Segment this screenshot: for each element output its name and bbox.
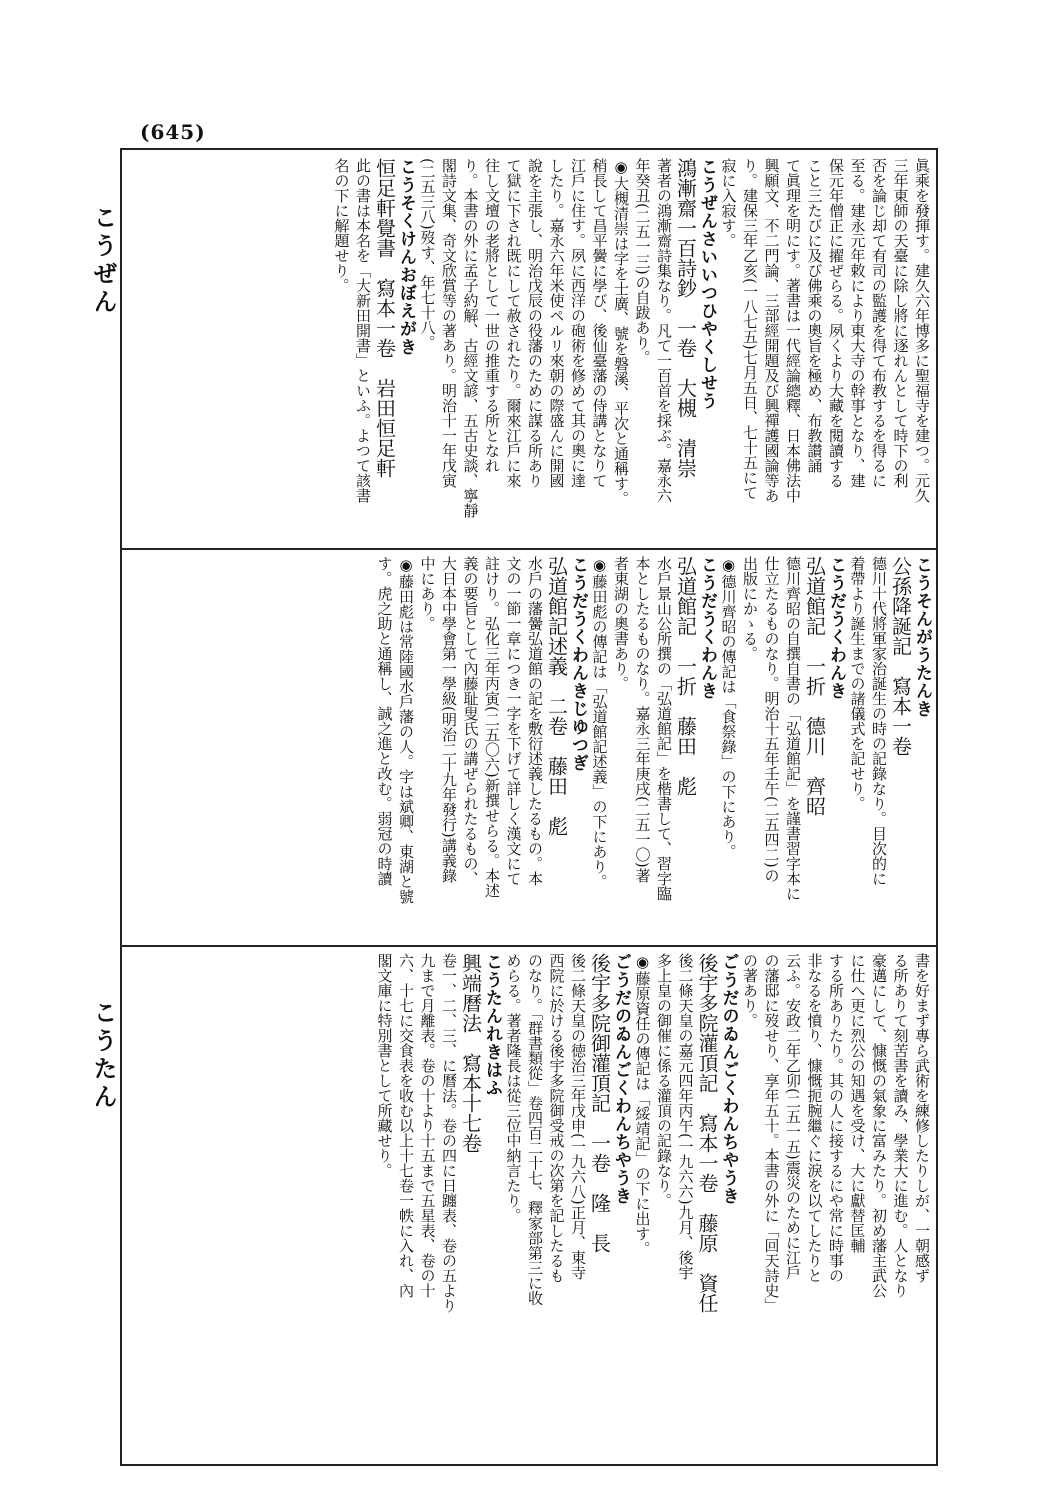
text-column: 中にあり。 [418,556,437,631]
band-divider [120,548,938,550]
text-column: 此の書は本名を「大新田開書」といふ。よつて該書 [354,158,372,503]
text-column: 出版にかゝる。 [741,556,759,661]
text-column: 三年東師の天臺に除し將に逐れんとして時下の利 [891,158,910,488]
text-column: ◉藤田彪は常陸國水戶藩の人。字は斌卿、東湖と號 [397,556,415,904]
text-column: ◉藤田彪の傳記は「弘道館記述義」の下にあり。 [590,556,609,889]
text-column: 名の下に解題せり。 [332,158,351,293]
text-column: る所ありて刻苦書を讀み、學業大に進む。人となり [891,953,910,1298]
text-column: 年癸丑(二五一三)の自跋あり。 [633,158,652,365]
text-column: 往し文壇の老將として一世の推重する所となれ [483,158,501,473]
text-column: 文の一節一章につき一字を下げて詳しく漢文にて [504,556,523,886]
text-column: 著者の鴻漸齋詩集なり。凡て一百首を採ぶ。嘉永六 [655,158,673,503]
text-column: 大日本中學會第一學級(明治二十九年發行)講義錄 [440,556,458,883]
text-column: 閣文庫に特別書として所藏せり。 [375,953,394,1178]
text-column: 非なるを憤り、慷慨扼腕繼ぐに淚を以てしたりと [805,953,824,1283]
text-column: する所ありたり。其の人に接するにや常に時事の [827,953,845,1283]
entry-reading: こうたんれきはふ [482,953,502,1097]
entry-title: 後宇多院灌頂記 寫本一卷 藤原 資任 [695,953,719,1313]
text-column: の著あり。 [741,953,759,1028]
text-column: 德川十代將軍家治誕生の時の記錄なり。目次的に [870,556,888,886]
entry-reading: こうだうくわんきじゆつぎ [568,556,588,772]
text-column: ◉德川齊昭の傳記は「食祭錄」の下にあり。 [719,556,738,859]
entry-title: 弘道館記述義 二卷 藤田 彪 [544,556,569,836]
text-column: 寂に入寂す。 [719,158,738,248]
text-column: 西院に於ける後宇多院御受戒の次第を記したるも [547,953,566,1283]
text-column: 卷一、二、三、に曆法。卷の四に日躔表、卷の五より [440,953,458,1313]
text-column: 眞乘を發揮す。建久六年博多に聖福寺を建つ。元久 [913,158,931,503]
text-column: 稍長して昌平黌に學び、後仙臺藩の侍講となりて [590,158,609,488]
entry-title: 興端曆法 寫本十七卷 [458,953,483,1153]
text-column: 後二條天皇の徳治三年戊申(一九六八)正月、東寺 [569,953,587,1280]
text-column: 仕立たるものなり。明治十五年壬午(二五四二)の [762,556,781,883]
text-column: り。建保三年乙亥(一八七五)七月五日、七十五にて [741,158,759,500]
entry-reading: ごうだのゐんごくわんちやうき [718,953,739,1205]
text-column: 興願文、不二門論、三部經開題及び興禪護國論等あ [762,158,781,503]
text-column: 說を主張し、明治戊辰の役藩のために謀る所あり [526,158,544,488]
text-column: 本としたるものなり。嘉永三年庚戌(二五一〇)著 [633,556,652,883]
entry-title: 恒足軒覺書 寫本一卷 岩田恒足軒 [372,158,397,478]
text-column: て獄に下され既にして赦されたり。爾來江戶に來 [504,158,523,488]
text-column: 多上皇の御催に係る灌頂の記錄なり。 [655,953,673,1208]
text-column: 豪邁にして、慷慨の氣象に富みたり。初め藩主武公 [870,953,888,1298]
text-column: こと三たびに及び佛乘の奧旨を極め、布教讃誦 [805,158,824,473]
text-band-middle [126,556,932,938]
entry-title: 公孫降誕記 寫本一卷 [888,556,913,756]
entry-reading: こうだうくわんき [697,556,717,700]
entry-reading: こうそんがうたんき [912,556,932,718]
text-column: 江戶に住す。夙に西洋の砲術を修めて其の奧に達 [569,158,587,488]
text-column: 水戶景山公所撰の「弘道館記」を楷書して、習字臨 [655,556,673,901]
text-column: 云ふ。安政二年乙卯(二五一五)震災のために江戶 [784,953,802,1280]
text-column: に仕へ更に烈公の知遇を受け、大に獻替匡輔 [848,953,867,1253]
text-column: ◉藤原資任の傳記は「綏靖記」の下に出す。 [633,953,652,1256]
entry-title: 鴻漸齋一百詩鈔 一卷 大槻 清崇 [673,158,698,478]
side-label-upper: こうぜん [89,205,118,317]
text-column: 書を好まず專ら武術を練修したりしが、一朝感ず [913,953,931,1283]
entry-title: 弘道館記 一折 藤田 彪 [673,556,698,796]
entry-reading: こうそくけんおぼえがき [396,158,416,356]
text-column: ◉大槻清崇は字を士廣、號を磐溪、平次と通稱す。 [612,158,630,506]
text-column: 註けり。弘化三年丙寅(二五〇六)新撰せらる。本述 [483,556,501,898]
entry-reading: こうだうくわんき [826,556,846,700]
text-column: 義の要旨として內藤耻叟氏の講ぜられたるもの、 [461,556,480,886]
text-column: り。本書の外に孟子約解、古經文諺、五古史談、寧靜 [461,158,480,518]
text-column: の藩邸に歿せり、享年五十。本書の外に「回天詩史」 [762,953,781,1313]
text-column: 德川齊昭の自撰自書の「弘道館記」を謹書習字本に [784,556,802,901]
text-column: 至る。建永元年敕により東大寺の幹事となり、建 [848,158,867,488]
text-column: (二五三八)歿す、年七十八。 [418,158,437,350]
entry-title: 後宇多院御灌頂記 一卷 隆 長 [587,953,612,1253]
text-column: す。虎之助と通稱し、誠之進と改む。弱冠の時讀 [375,556,394,886]
text-band-top [126,158,932,540]
text-column: めらる。著者隆長は從三位中納言たり。 [504,953,523,1223]
text-column: 水戶の藩黌弘道館の記を敷衍述義したるもの。本 [526,556,544,886]
text-band-bottom [126,953,932,1458]
text-column: て眞理を明にす。著書は一代經論總釋、日本佛法中 [784,158,802,503]
text-column: 六、十七に交食表を收む以上十七卷一帙に入れ、內 [397,953,415,1298]
text-column: 者東湖の奧書あり。 [612,556,630,691]
text-column: 後二條天皇の嘉元四年丙午(一九六六)九月、後宇 [676,953,695,1280]
band-divider [120,945,938,947]
text-column: したり。嘉永六年米使ペルリ來朝の際盛んに開國 [547,158,566,488]
page-number: (645) [140,120,206,144]
side-label-lower: こうたん [89,1000,118,1112]
text-column: 着帶より誕生までの諸儀式を記せり。 [848,556,867,811]
text-column: 九まで月離表。卷の十より十五まで五星表、卷の十 [418,953,437,1298]
text-column: 閣詩文集、奇文欣賞等の著あり。明治十一年戊寅 [440,158,458,488]
entry-title: 弘道館記 一折 德川 齊昭 [802,556,827,816]
text-column: 保元年僧正に擢ぜらる。夙くより大藏を閱讀する [827,158,845,488]
text-column: 否を論じ却て有司の監護を得て布教するを得るに [870,158,888,488]
text-column: のなり。「群書類從」卷四百二十七、釋家部第三に收 [526,953,544,1306]
entry-reading: ごうだのゐんごくわんちやうき [611,953,631,1205]
entry-reading: こうぜんさいいつひやくしせう [697,158,717,410]
